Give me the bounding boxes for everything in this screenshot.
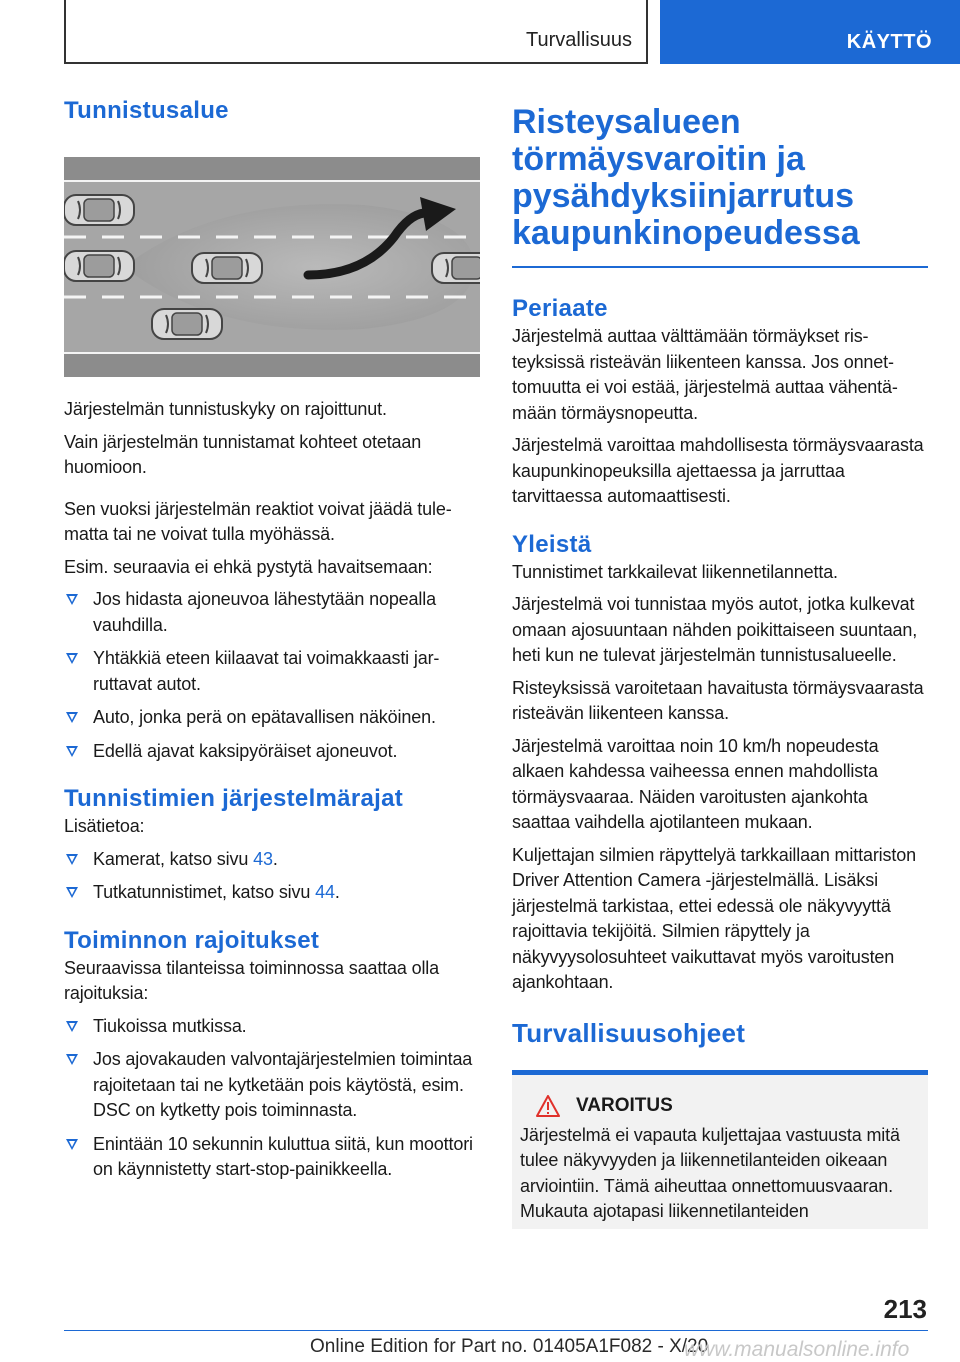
car-bottom bbox=[152, 309, 222, 339]
page-number: 213 bbox=[883, 1294, 927, 1324]
limitations-list bbox=[64, 1014, 482, 1183]
triangle-bullet-icon bbox=[66, 1021, 78, 1032]
warning-text: Järjestelmä ei vapauta kuljettajaa vastuusta mitä tulee näkyvyyden ja liikennetilanteiden oikeaan arviointiin. Tämä aiheuttaa onnettomuusvaaran. Mukauta ajotapasi liikennetilanteiden bbox=[520, 1124, 900, 1221]
triangle-bullet-icon bbox=[66, 746, 78, 757]
list-item: Jos ajovakauden valvontajärjestelmien toimintaa rajoitetaan tai ne kytketään pois käytöstä, esim. DSC on kytketty pois toiminnasta. bbox=[64, 1047, 482, 1124]
left-column bbox=[64, 96, 482, 1191]
text-yleista-p2: Järjestelmä voi tunnistaa myös autot, jotka kulkevat omaan ajosuuntaan nähden poikittaiseen suuntaan, heti kun ne tulevat järjestelmän tunnistusalueelle. bbox=[512, 594, 918, 665]
triangle-bullet-icon bbox=[66, 854, 78, 865]
list-item: Yhtäkkiä eteen kiilaavat tai voimakkaasti jarruttavat autot. bbox=[64, 646, 482, 697]
text-p1: Järjestelmän tunnistuskyky on rajoittunut. bbox=[64, 399, 387, 419]
warning-triangle-icon bbox=[536, 1095, 560, 1117]
list-item: Jos hidasta ajoneuvoa lähestytään nopealla vauhdilla. bbox=[64, 587, 482, 638]
section-title: Risteysalueen törmäysvaroitin ja pysähdyksiinjarrutus kaupunkinopeudessa bbox=[512, 103, 860, 252]
triangle-bullet-icon bbox=[66, 887, 78, 898]
text-lisatietoa: Lisätietoa: bbox=[64, 816, 145, 836]
text-p5: Seuraavissa tilanteissa toiminnossa saattaa olla rajoituksia: bbox=[64, 957, 440, 1003]
text-yleista-p3: Risteyksissä varoitetaan havaitusta törmäysvaarasta risteävän liikenteen kanssa. bbox=[512, 677, 924, 723]
heading-toiminnon-rajoitukset: Toiminnon rajoitukset bbox=[64, 926, 320, 954]
triangle-bullet-icon bbox=[66, 1139, 78, 1150]
text-p2: Vain järjestelmän tunnistamat kohteet otetaan huomioon. bbox=[64, 431, 422, 477]
heading-tunnistimien-rajat: Tunnistimien järjestelmärajat bbox=[64, 785, 404, 812]
list-item: Tiukoissa mutkissa. bbox=[64, 1014, 482, 1040]
triangle-bullet-icon bbox=[66, 1054, 78, 1065]
text-p4: Esim. seuraavia ei ehkä pystytä havaitsemaan: bbox=[64, 556, 433, 577]
detection-area-illustration bbox=[64, 157, 480, 377]
car-middle-left bbox=[64, 251, 134, 281]
text-yleista-p4: Järjestelmä varoittaa noin 10 km/h nopeudesta alkaen kahdessa vaiheessa ennen mahdollista törmäysvaaraa. Näiden varoitusten ajankohta saattaa vaihdella ajotilanteen mukaan. bbox=[512, 735, 879, 832]
car-ego bbox=[192, 253, 262, 283]
triangle-bullet-icon bbox=[66, 653, 78, 664]
watermark: www.manualsonline.info bbox=[684, 1338, 910, 1361]
page-link-44[interactable]: 44 bbox=[315, 882, 335, 902]
right-column bbox=[512, 104, 928, 1229]
page-link-43[interactable]: 43 bbox=[253, 848, 273, 869]
header-chapter-label: KÄYTTÖ bbox=[846, 31, 932, 53]
reference-list bbox=[64, 847, 482, 906]
heading-turvallisuusohjeet: Turvallisuusohjeet bbox=[512, 1017, 746, 1048]
header-chapter-tab bbox=[660, 0, 960, 64]
undetectable-list bbox=[64, 587, 482, 764]
list-item: Kamerat, katso sivu 43. bbox=[64, 847, 482, 873]
triangle-bullet-icon bbox=[66, 594, 78, 605]
warning-header bbox=[520, 1095, 920, 1117]
text-p3: Sen vuoksi järjestelmän reaktiot voivat jäädä tulematta tai ne voivat tulla myöhässä. bbox=[64, 498, 452, 544]
heading-yleista: Yleistä bbox=[512, 530, 592, 558]
text-periaate-p1: Järjestelmä auttaa välttämään törmäykset risteyksissä risteävän liikenteen kanssa. Jos onnettomuutta ei voi estää, järjestelmä auttaa vähentämään törmäysnopeutta. bbox=[512, 326, 898, 423]
text-yleista-p1: Tunnistimet tarkkailevat liikennetilannetta. bbox=[512, 561, 838, 582]
heading-tunnistusalue: Tunnistusalue bbox=[64, 97, 229, 124]
heading-periaate: Periaate bbox=[512, 295, 608, 322]
list-item: Edellä ajavat kaksipyöräiset ajoneuvot. bbox=[64, 739, 482, 765]
header-section-box bbox=[64, 0, 648, 64]
warning-title: VAROITUS bbox=[576, 1094, 673, 1116]
text-yleista-p5: Kuljettajan silmien räpyttelyä tarkkaillaan mittariston Driver Attention Camera -järjestelmällä. Lisäksi järjestelmä tarkistaa, ettei edessä ole näkyvyyttä rajoittavia tekijöitä. Silmien räpyttely ja näkyvyysolosuhteet vaikuttavat myös varoitusten ajankohtaan. bbox=[512, 844, 916, 992]
footer-edition: Online Edition for Part no. 01405A1F082 - X/20 bbox=[310, 1336, 709, 1357]
text-periaate-p2: Järjestelmä varoittaa mahdollisesta törmäysvaarasta kaupunkinopeuksilla ajettaessa ja jarruttaa tarvittaessa automaattisesti. bbox=[512, 435, 924, 506]
list-item: Enintään 10 sekunnin kuluttua siitä, kun moottori on käynnistetty start-stop-painikkeella. bbox=[64, 1132, 482, 1183]
header-section-title: Turvallisuus bbox=[526, 29, 632, 51]
title-divider bbox=[512, 266, 928, 268]
footer-divider bbox=[64, 1330, 928, 1331]
car-top-left bbox=[64, 195, 134, 225]
car-ahead bbox=[432, 253, 480, 283]
list-item: Tutkatunnistimet, katso sivu 44. bbox=[64, 880, 482, 906]
list-item: Auto, jonka perä on epätavallisen näköinen. bbox=[64, 705, 482, 731]
warning-box bbox=[512, 1070, 928, 1229]
triangle-bullet-icon bbox=[66, 712, 78, 723]
